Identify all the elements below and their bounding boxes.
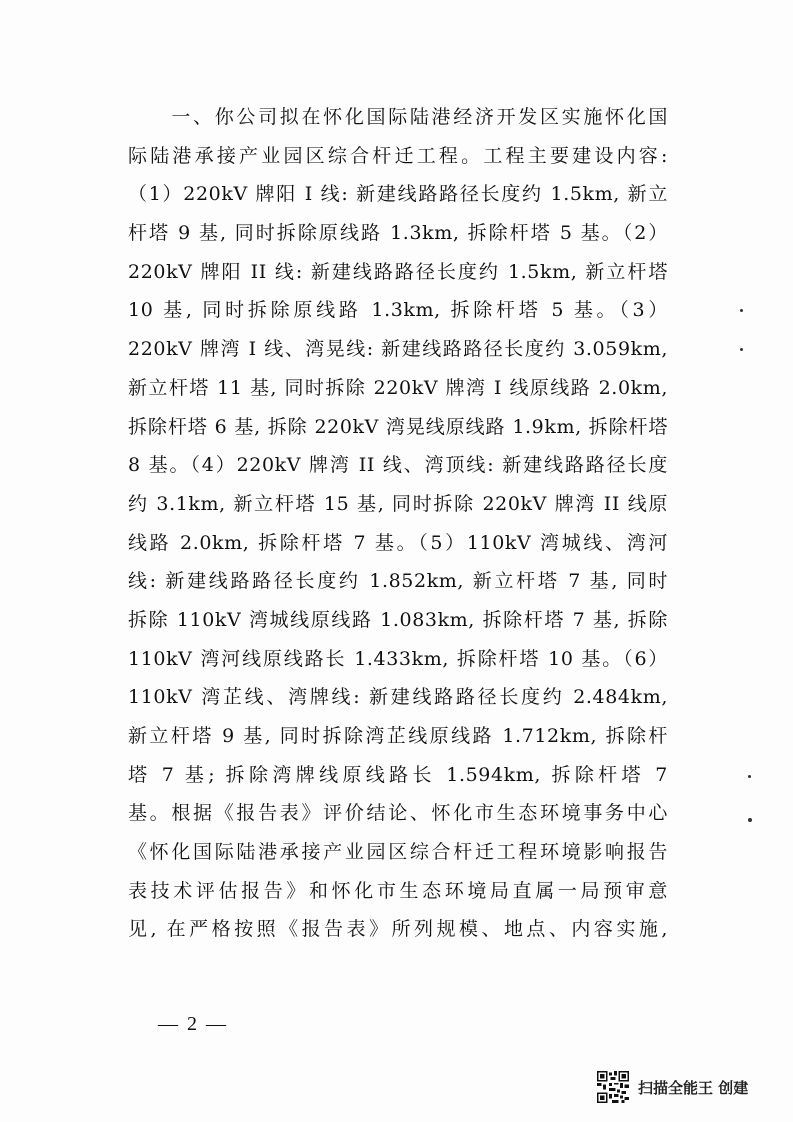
text-line: 《怀化国际陆港承接产业园区综合杆迁工程环境影响报告 (128, 841, 668, 864)
text-line: 约 3.1km, 新立杆塔 15 基, 同时拆除 220kV 牌湾 II 线原 (128, 492, 668, 515)
qr-code-icon (597, 1071, 629, 1103)
watermark-text: 扫描全能王 创建 (638, 1078, 749, 1097)
text-line: 表技术评估报告》和怀化市生态环境局直属一局预审意 (128, 879, 668, 902)
scan-speck (740, 309, 743, 312)
text-line: 110kV 湾河线原线路长 1.433km, 拆除杆塔 10 基。（6） (128, 647, 668, 670)
text-line: 塔 7 基; 拆除湾牌线原线路长 1.594km, 拆除杆塔 7 (128, 763, 668, 786)
text-line: 见, 在严格按照《报告表》所列规模、地点、内容实施, (128, 918, 668, 941)
text-line: （1）220kV 牌阳 I 线: 新建线路路径长度约 1.5km, 新立 (128, 183, 668, 206)
scan-speck (740, 348, 743, 351)
text-line: 线路 2.0km, 拆除杆塔 7 基。（5）110kV 湾城线、湾河 (128, 531, 668, 554)
text-line: 拆除 110kV 湾城线原线路 1.083km, 拆除杆塔 7 基, 拆除 (128, 608, 668, 631)
scan-speck (748, 775, 751, 778)
text-line: 一、你公司拟在怀化国际陆港经济开发区实施怀化国 (128, 106, 668, 128)
scan-speck (748, 818, 752, 822)
text-line: 110kV 湾芷线、湾牌线: 新建线路路径长度约 2.484km, (128, 686, 668, 709)
text-line: 220kV 牌阳 II 线: 新建线路路径长度约 1.5km, 新立杆塔 (128, 260, 668, 283)
text-line: 220kV 牌湾 I 线、湾晃线: 新建线路路径长度约 3.059km, (128, 338, 668, 361)
text-line: 基。根据《报告表》评价结论、怀化市生态环境事务中心 (128, 802, 668, 825)
text-line: 新立杆塔 9 基, 同时拆除湾芷线原线路 1.712km, 拆除杆 (128, 725, 668, 747)
text-line: 杆塔 9 基, 同时拆除原线路 1.3km, 拆除杆塔 5 基。（2） (128, 222, 668, 245)
text-line: 10 基, 同时拆除原线路 1.3km, 拆除杆塔 5 基。（3） (128, 299, 668, 322)
text-line: 新立杆塔 11 基, 同时拆除 220kV 牌湾 I 线原线路 2.0km, (128, 376, 668, 399)
text-line: 拆除杆塔 6 基, 拆除 220kV 湾晃线原线路 1.9km, 拆除杆塔 (128, 415, 668, 438)
scanner-watermark (597, 1071, 748, 1103)
page-number: — 2 — (158, 1013, 228, 1035)
text-line: 8 基。（4）220kV 牌湾 II 线、湾顶线: 新建线路路径长度 (128, 454, 668, 477)
text-line: 线: 新建线路路径长度约 1.852km, 新立杆塔 7 基, 同时 (128, 570, 668, 593)
text-line: 际陆港承接产业园区综合杆迁工程。工程主要建设内容: (128, 144, 668, 167)
body-text (128, 98, 668, 949)
